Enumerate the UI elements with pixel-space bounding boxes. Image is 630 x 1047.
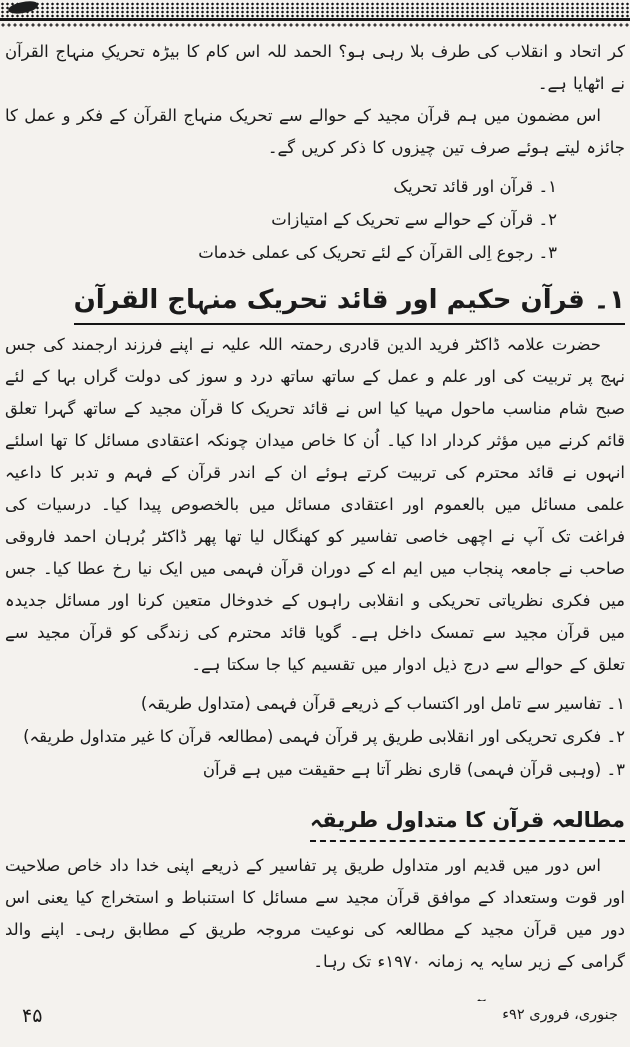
text-column: [5, 36, 625, 1001]
halftone-border-band: [0, 2, 630, 18]
halftone-border-dotrow: [0, 23, 630, 27]
period-item: ۳۔ (وہبی قرآن فہمی) قاری نظر آتا ہے حقیقت میں ہے قرآن: [202, 760, 625, 780]
outline-point: ۲۔ قرآن کے حوالے سے تحریک کے امتیازات: [271, 210, 557, 229]
section-3-heading: [5, 998, 625, 1001]
period-item: ۲۔ فکری تحریکی اور انقلابی طریق پر قرآن فہمی (مطالعہ قرآن کا غیر متداول طریقہ): [23, 727, 625, 747]
outline-point: ۳۔ رجوع اِلی القرآن کے لئے تحریک کی عملی خدمات: [198, 243, 557, 262]
section-3-heading-text: [214, 998, 625, 1001]
period-item: ۱۔ تفاسیر سے تامل اور اکتساب کے ذریعے قرآن فہمی (متداول طریقہ): [140, 694, 625, 714]
section-2-heading: [5, 806, 625, 842]
intro-paragraph-2: اس مضمون میں ہم قرآن مجید کے حوالے سے تحریک منہاج القرآن کے فکر و عمل کا جائزہ لیتے ہوئے صرف تین چیزوں کا ذکر کریں گے۔: [5, 106, 625, 157]
section-1-body: حضرت علامہ ڈاکٹر فرید الدین قادری رحمتہ اللہ علیہ نے اپنے فرزند ارجمند کی جس نہج پر تربیت کی اور علم و عمل کے ساتھ ساتھ درد و سوز کی دولت گراں بہا کے لئے صبح شام مناسب ماحول مہیا کیا اس نے قائد تحریک کا قرآن مجید کے ساتھ گہرا تعلق قائم کرنے میں مؤثر کردار ادا کیا۔ اُن کا خاص میدان چونکہ اعتقادی مسائل کا تھا اسلئے انہوں نے قائد محترم کی تربیت کرتے ہوئے ان کے اندر قرآن کے فہم و تدبر کا داعیہ علمی مسائل میں بالعموم اور اعتقادی مسائل میں بالخصوص پیدا کیا۔ درسیات کی فراغت تک آپ نے اچھی خاصی تفاسیر کو کھنگال لیا تھا پھر ڈاکٹر بُرہان احمد فاروقی صاحب نے جامعہ پنجاب میں ایم اے کے دوران قرآن فہمی میں ایک نیا رخ عطا کیا۔ جس میں فکری نظریاتی تحریکی و انقلابی راہوں کے خدوخال متعین کرنا اور مسائل جدیدہ میں قرآن مجید سے تمسک داخل ہے۔ گویا قائد محترم کی زندگی کو قرآن مجید سے تعلق کے حوالے سے درج ذیل ادوار میں تقسیم کیا جا سکتا ہے۔: [5, 335, 625, 675]
section-2-body: اس دور میں قدیم اور متداول طریق پر تفاسیر کے ذریعے اپنی خدا داد خاص صلاحیت اور قوت وستعداد کے موافق قرآن مجید سے مسائل کا استنباط و استخراج کیا یعنی اس دور میں قرآن مجید کے مطالعہ کی نوعیت مروجہ طریق کے مطابق رہی۔ اپنے والد گرامی کے زیر سایہ یہ زمانہ ۱۹۷۰ء تک رہا۔: [5, 856, 625, 972]
outline-points-list: [5, 170, 625, 269]
halftone-border-rule: [0, 18, 630, 21]
intro-paragraph-1: کر اتحاد و انقلاب کی طرف بلا رہی ہو؟ الحمد للہ اس کام کا بیڑہ تحریکِ منہاج القرآن نے اٹھایا ہے۔: [5, 42, 625, 93]
footer-page-number: ۴۵: [22, 1005, 43, 1027]
quran-study-periods-list: [5, 687, 625, 786]
page-footer: [0, 1005, 630, 1033]
section-1-heading-text: ۱۔ قرآن حکیم اور قائد تحریک منہاج القرآن: [74, 283, 625, 325]
footer-issue-date: جنوری، فروری ۹۲ء: [502, 1007, 618, 1023]
section-2-heading-text: مطالعہ قرآن کا متداول طریقہ: [310, 806, 625, 842]
outline-point: ۱۔ قرآن اور قائد تحریک: [393, 177, 557, 196]
section-1-heading: [5, 283, 625, 325]
